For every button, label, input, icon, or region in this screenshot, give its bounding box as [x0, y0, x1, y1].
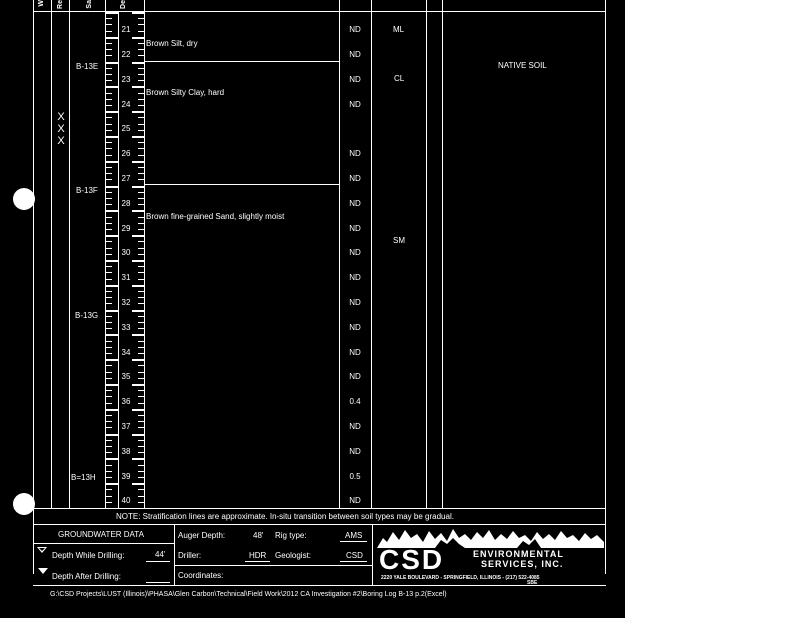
depth-label: 23 — [121, 74, 131, 84]
groundwater-title-rule — [33, 543, 174, 544]
depth-tick — [132, 37, 144, 39]
recovery-mark: X — [57, 123, 65, 135]
depth-tick — [106, 483, 118, 485]
depth-tick — [106, 316, 112, 317]
depth-tick — [138, 415, 144, 416]
depth-tick — [138, 229, 144, 230]
depth-tick — [106, 124, 112, 125]
company-name-line2: SERVICES, INC. — [481, 559, 564, 569]
col-line-2 — [69, 0, 70, 508]
depth-tick — [106, 322, 112, 323]
depth-tick — [138, 390, 144, 391]
depth-label: 25 — [121, 124, 131, 134]
depth-tick — [132, 235, 144, 237]
depth-tick — [106, 378, 112, 379]
header-recovery: Re — [57, 0, 64, 9]
depth-tick — [106, 80, 112, 81]
footer-file-path: G:\CSD Projects\LUST (Illinois)\PHASA\Glen Carbon\Technical\Field Work\2012 CA Investigation #2\Boring Log B-13 p.2(Excel) — [50, 591, 447, 598]
depth-tick — [106, 328, 112, 329]
driller-label: Driller: — [178, 551, 202, 560]
depth-tick — [138, 372, 144, 373]
depth-tick — [106, 241, 112, 242]
depth-tick — [106, 155, 112, 156]
pid-value: ND — [349, 496, 361, 506]
depth-tick — [106, 210, 118, 212]
depth-tick — [138, 105, 144, 106]
depth-tick — [138, 148, 144, 149]
depth-tick — [132, 136, 144, 138]
depth-label: 22 — [121, 49, 131, 59]
rig-type-label: Rig type: — [275, 531, 307, 540]
depth-tick — [106, 62, 118, 64]
border-right — [605, 0, 606, 574]
depth-tick — [106, 415, 112, 416]
depth-tick — [106, 179, 112, 180]
depth-tick — [106, 136, 118, 138]
depth-tick — [132, 359, 144, 361]
depth-tick — [106, 303, 112, 304]
depth-tick — [132, 310, 144, 312]
note-rule-top — [33, 508, 606, 509]
note-rule-bottom — [33, 524, 606, 525]
depth-label: 33 — [121, 322, 131, 332]
pid-value: ND — [349, 372, 361, 382]
depth-tick — [106, 43, 112, 44]
depth-tick — [106, 372, 112, 373]
depth-tick — [138, 297, 144, 298]
depth-tick — [138, 489, 144, 490]
binder-hole-top — [13, 188, 35, 210]
bottom-rule — [33, 585, 606, 586]
depth-tick — [138, 496, 144, 497]
company-logo-text: CSD — [379, 544, 445, 575]
depth-tick — [106, 446, 112, 447]
after-drilling-label: Depth After Drilling: — [52, 572, 121, 581]
groundwater-title: GROUNDWATER DATA — [58, 530, 144, 539]
company-name-line1: ENVIRONMENTAL — [473, 549, 564, 559]
depth-tick — [106, 198, 112, 199]
depth-tick — [106, 31, 112, 32]
depth-tick — [106, 353, 112, 354]
binder-hole-bottom — [13, 493, 35, 515]
col-line-7 — [426, 0, 427, 508]
depth-tick — [106, 99, 112, 100]
while-drilling-underline — [146, 561, 170, 562]
depth-label: 30 — [121, 248, 131, 258]
depth-tick — [138, 502, 144, 503]
depth-tick — [138, 403, 144, 404]
depth-tick — [106, 403, 112, 404]
depth-tick — [138, 421, 144, 422]
pid-value: ND — [349, 99, 361, 109]
sample-label: B-13G — [75, 311, 99, 320]
depth-tick — [106, 496, 112, 497]
depth-tick — [106, 260, 118, 262]
remarks-text: NATIVE SOIL — [498, 61, 547, 70]
depth-tick — [106, 248, 112, 249]
depth-label: 29 — [121, 223, 131, 233]
depth-tick — [138, 31, 144, 32]
depth-tick — [106, 204, 112, 205]
depth-tick — [138, 241, 144, 242]
pid-value: ND — [349, 273, 361, 283]
depth-label: 27 — [121, 173, 131, 183]
depth-tick — [106, 502, 112, 503]
depth-tick — [138, 353, 144, 354]
depth-tick — [106, 192, 112, 193]
depth-tick — [138, 378, 144, 379]
rig-rule — [174, 565, 372, 566]
depth-tick — [106, 24, 112, 25]
depth-tick — [138, 291, 144, 292]
depth-tick — [138, 316, 144, 317]
pid-value: 0.5 — [349, 471, 361, 481]
depth-tick — [138, 155, 144, 156]
coordinates-label: Coordinates: — [178, 571, 224, 580]
depth-tick — [138, 49, 144, 50]
depth-label: 21 — [121, 25, 131, 35]
depth-tick — [106, 347, 112, 348]
depth-tick — [106, 254, 112, 255]
depth-tick — [138, 93, 144, 94]
header-depth: De — [120, 0, 127, 9]
depth-tick — [132, 458, 144, 460]
auger-depth-value: 48' — [253, 531, 264, 540]
depth-label: 38 — [121, 446, 131, 456]
depth-label: 31 — [121, 273, 131, 283]
depth-tick — [106, 68, 112, 69]
depth-tick — [138, 99, 144, 100]
depth-tick — [106, 390, 112, 391]
depth-tick — [138, 142, 144, 143]
depth-tick — [132, 186, 144, 188]
while-drilling-label: Depth While Drilling: — [52, 551, 125, 560]
strat-line-2 — [144, 184, 339, 185]
depth-tick — [106, 458, 118, 460]
depth-tick — [106, 440, 112, 441]
depth-tick — [132, 12, 144, 14]
depth-tick — [138, 303, 144, 304]
depth-tick — [132, 111, 144, 113]
company-small-mark: SBE — [527, 580, 538, 586]
pid-value: 0.4 — [349, 397, 361, 407]
depth-tick — [138, 43, 144, 44]
depth-tick — [132, 384, 144, 386]
depth-tick — [106, 465, 112, 466]
pid-value: ND — [349, 421, 361, 431]
depth-tick — [138, 477, 144, 478]
depth-tick — [138, 365, 144, 366]
depth-tick — [138, 347, 144, 348]
soil-description: Brown fine-grained Sand, slightly moist — [146, 212, 285, 221]
depth-tick — [106, 365, 112, 366]
depth-tick — [138, 396, 144, 397]
depth-tick — [138, 452, 144, 453]
depth-tick — [106, 396, 112, 397]
depth-tick — [106, 18, 112, 19]
depth-tick — [106, 452, 112, 453]
depth-tick — [138, 198, 144, 199]
water-level-open-icon — [37, 547, 47, 553]
rig-type-underline — [340, 541, 367, 542]
depth-tick — [132, 483, 144, 485]
depth-tick — [106, 167, 112, 168]
pid-value: ND — [349, 322, 361, 332]
recovery-mark: X — [57, 111, 65, 123]
depth-tick — [138, 204, 144, 205]
depth-tick — [106, 285, 118, 287]
depth-tick — [106, 427, 112, 428]
border-left — [33, 0, 34, 574]
depth-tick — [138, 471, 144, 472]
header-sample: Sa — [86, 0, 93, 9]
depth-label: 26 — [121, 149, 131, 159]
depth-tick — [106, 489, 112, 490]
soil-description: Brown Silt, dry — [146, 39, 198, 48]
depth-tick — [106, 266, 112, 267]
depth-tick — [138, 254, 144, 255]
depth-scale-line — [118, 12, 119, 508]
depth-label: 28 — [121, 198, 131, 208]
depth-tick — [138, 18, 144, 19]
sample-label: B-13F — [76, 186, 98, 195]
depth-tick — [106, 291, 112, 292]
depth-tick — [138, 266, 144, 267]
depth-tick — [106, 235, 118, 237]
depth-tick — [138, 217, 144, 218]
depth-label: 37 — [121, 421, 131, 431]
rig-type-value: AMS — [345, 531, 363, 540]
pid-value: ND — [349, 149, 361, 159]
depth-tick — [138, 446, 144, 447]
auger-depth-label: Auger Depth: — [178, 531, 226, 540]
rig-divider — [372, 524, 373, 585]
col-line-4 — [144, 0, 145, 508]
depth-label: 34 — [121, 347, 131, 357]
depth-label: 32 — [121, 297, 131, 307]
note-text: NOTE: Stratification lines are approximate. In-situ transition between soil types may be gradual. — [116, 512, 454, 521]
header-water: W — [38, 0, 45, 7]
depth-tick — [138, 124, 144, 125]
depth-tick — [132, 161, 144, 163]
depth-tick — [106, 173, 112, 174]
col-line-1 — [51, 0, 52, 508]
depth-tick — [106, 297, 112, 298]
pid-value: ND — [349, 25, 361, 35]
pid-value: ND — [349, 74, 361, 84]
pid-value: ND — [349, 347, 361, 357]
col-line-6 — [371, 0, 372, 508]
depth-tick — [106, 217, 112, 218]
sample-label: B=13H — [71, 473, 96, 482]
depth-tick — [138, 272, 144, 273]
depth-tick — [106, 341, 112, 342]
depth-tick — [106, 384, 118, 386]
pid-value: ND — [349, 446, 361, 456]
depth-tick — [106, 12, 118, 14]
depth-label: 40 — [121, 496, 131, 506]
depth-tick — [106, 223, 112, 224]
water-level-filled-icon — [38, 568, 48, 574]
depth-tick — [106, 111, 118, 113]
depth-tick — [106, 334, 118, 336]
depth-tick — [106, 161, 118, 163]
depth-tick — [106, 49, 112, 50]
depth-tick — [138, 192, 144, 193]
sample-label: B-13E — [76, 62, 99, 71]
depth-tick — [132, 334, 144, 336]
depth-tick — [106, 37, 118, 39]
depth-tick — [138, 68, 144, 69]
depth-tick — [132, 434, 144, 436]
uscs-class: ML — [393, 25, 405, 34]
depth-tick — [138, 465, 144, 466]
pid-value: ND — [349, 248, 361, 258]
depth-tick — [106, 93, 112, 94]
company-address: 2220 YALE BOULEVARD - SPRINGFIELD, ILLINOIS - (217) 522-4085 — [381, 575, 540, 581]
depth-tick — [138, 117, 144, 118]
soil-description: Brown Silty Clay, hard — [146, 88, 225, 97]
depth-tick — [138, 80, 144, 81]
pid-value: ND — [349, 198, 361, 208]
col-line-8 — [442, 0, 443, 508]
pid-value: ND — [349, 297, 361, 307]
depth-tick — [106, 229, 112, 230]
depth-tick — [138, 328, 144, 329]
depth-tick — [132, 409, 144, 411]
pid-value: ND — [349, 223, 361, 233]
depth-tick — [106, 130, 112, 131]
depth-tick — [106, 471, 112, 472]
geologist-label: Geologist: — [275, 551, 312, 560]
depth-tick — [106, 117, 112, 118]
pid-value: ND — [349, 49, 361, 59]
recovery-mark: X — [57, 135, 65, 147]
strat-line-1 — [144, 61, 339, 62]
depth-tick — [106, 186, 118, 188]
depth-tick — [138, 167, 144, 168]
depth-label: 39 — [121, 471, 131, 481]
depth-label: 36 — [121, 397, 131, 407]
depth-tick — [106, 55, 112, 56]
depth-tick — [138, 427, 144, 428]
depth-tick — [138, 179, 144, 180]
while-drilling-value: 44' — [155, 550, 166, 559]
depth-tick — [132, 285, 144, 287]
depth-tick — [132, 260, 144, 262]
company-logo — [377, 526, 604, 584]
pid-value: ND — [349, 173, 361, 183]
depth-tick — [138, 74, 144, 75]
after-drilling-underline — [146, 582, 170, 583]
driller-value: HDR — [249, 551, 267, 560]
depth-tick — [106, 86, 118, 88]
depth-tick — [106, 359, 118, 361]
depth-tick — [106, 142, 112, 143]
depth-label: 24 — [121, 99, 131, 109]
uscs-class: SM — [393, 236, 405, 245]
depth-tick — [106, 279, 112, 280]
depth-tick — [106, 421, 112, 422]
depth-tick — [138, 130, 144, 131]
depth-tick — [138, 223, 144, 224]
depth-tick — [132, 86, 144, 88]
depth-tick — [106, 477, 112, 478]
depth-tick — [138, 173, 144, 174]
gw-divider — [174, 524, 175, 585]
geologist-underline — [340, 561, 367, 562]
depth-label: 35 — [121, 372, 131, 382]
depth-tick — [106, 409, 118, 411]
depth-tick — [106, 105, 112, 106]
depth-tick — [138, 341, 144, 342]
depth-tick — [138, 248, 144, 249]
depth-tick — [106, 310, 118, 312]
depth-tick — [132, 62, 144, 64]
depth-tick — [106, 434, 118, 436]
depth-tick — [106, 148, 112, 149]
depth-tick — [132, 210, 144, 212]
depth-tick — [138, 55, 144, 56]
depth-tick — [138, 440, 144, 441]
depth-tick — [138, 24, 144, 25]
depth-tick — [138, 279, 144, 280]
depth-tick — [106, 272, 112, 273]
geologist-value: CSD — [346, 551, 363, 560]
depth-tick — [106, 74, 112, 75]
uscs-class: CL — [394, 74, 405, 83]
driller-underline — [245, 561, 270, 562]
depth-tick — [138, 322, 144, 323]
